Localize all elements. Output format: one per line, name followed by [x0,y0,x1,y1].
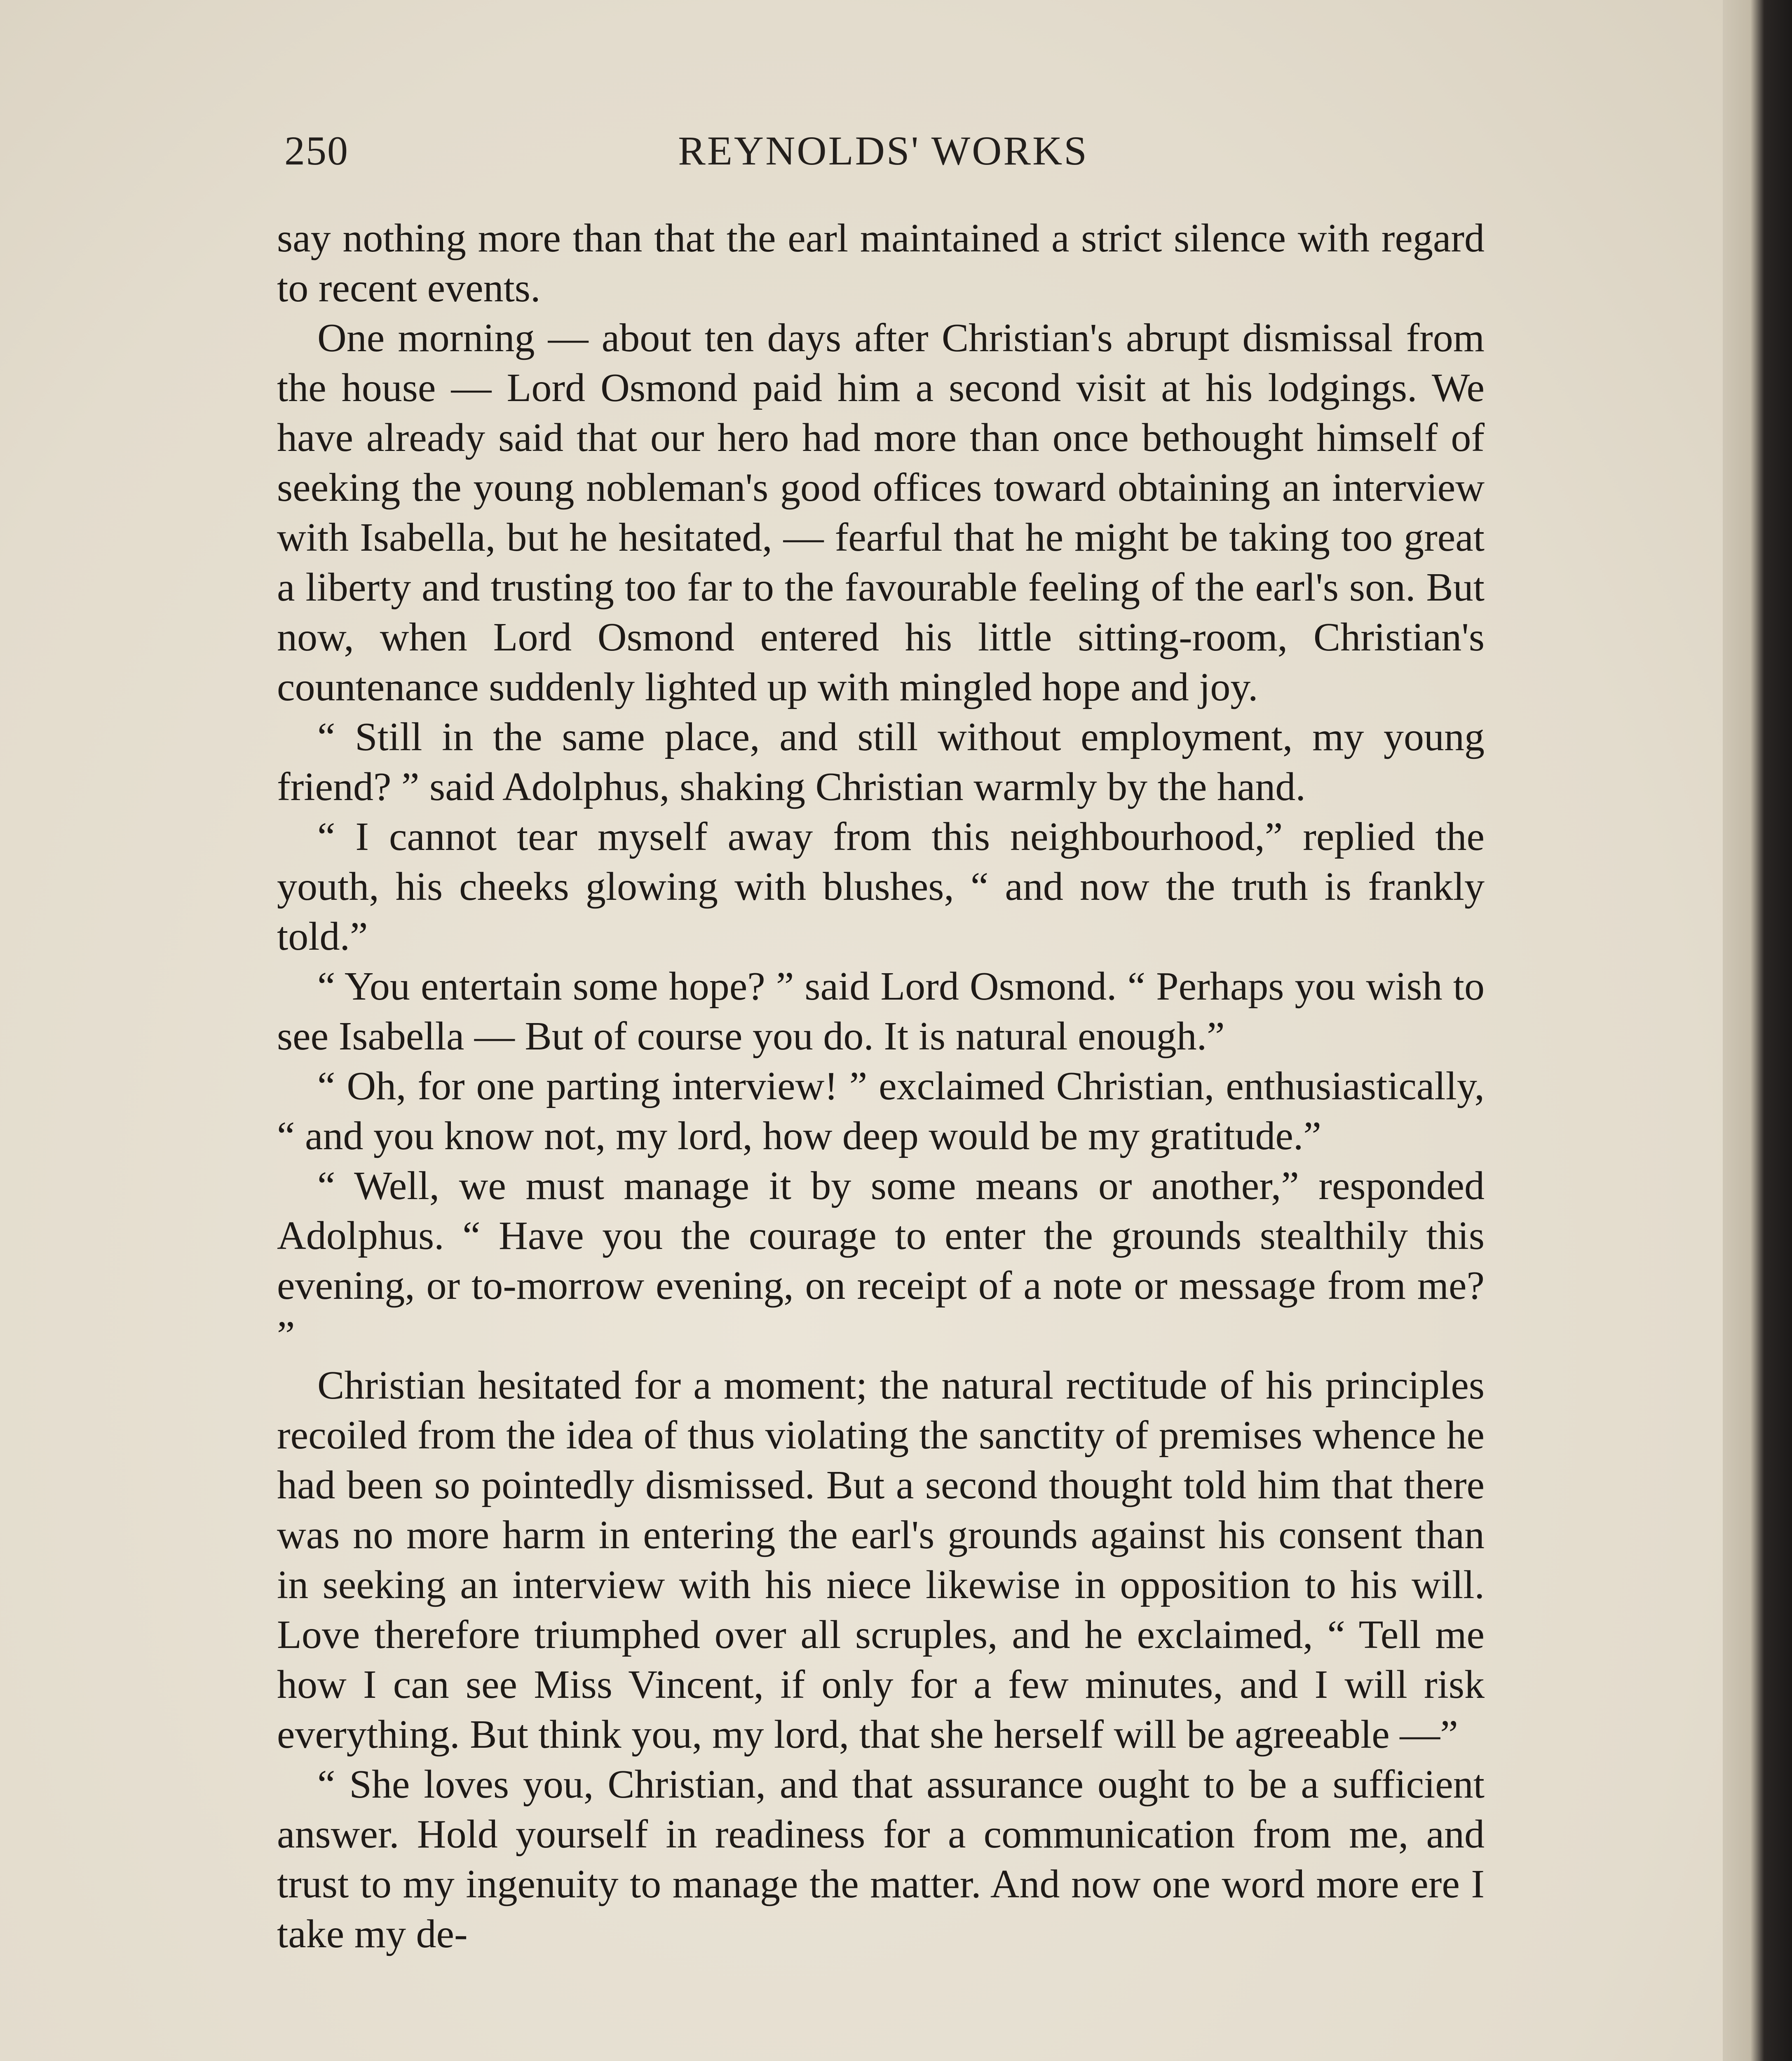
paragraph: “ Oh, for one parting interview! ” exclaimed Christian, enthusiastically, “ and you know not, my lord, how deep would be my gratitude.” [277,1064,1485,1158]
body-text [277,214,1485,1959]
paragraph: One morning — about ten days after Christian's abrupt dismissal from the house — Lord Osmond paid him a second visit at his lodgings. We have already said that our hero had more than once bethought himself of seeking the young nobleman's good offices toward obtaining an interview with Isabella, but he hesitated, — fearful that he might be taking too great a liberty and trusting too far to the favourable feeling of the earl's son. But now, when Lord Osmond entered his little sitting-room, Christian's countenance suddenly lighted up with mingled hope and joy. [277,316,1485,709]
page-header [284,127,1482,185]
paragraph: Christian hesitated for a moment; the natural rectitude of his principles recoiled from the idea of thus violating the sanctity of premises whence he had been so pointedly dismissed. But a second thought told him that there was no more harm in entering the earl's grounds against his consent than in seeking an interview with his niece likewise in opposition to his will. Love therefore triumphed over all scruples, and he exclaimed, “ Tell me how I can see Miss Vincent, if only for a few minutes, and I will risk everything. But think you, my lord, that she herself will be agreeable —” [277,1363,1485,1757]
paragraph: “ You entertain some hope? ” said Lord Osmond. “ Perhaps you wish to see Isabella — But of course you do. It is natural enough.” [277,964,1485,1059]
page-number: 250 [284,128,349,174]
paragraph: “ I cannot tear myself away from this neighbourhood,” replied the youth, his cheeks glowing with blushes, “ and now the truth is frankly told.” [277,815,1485,959]
paragraph: “ Well, we must manage it by some means or another,” responded Adolphus. “ Have you the courage to enter the grounds stealthily this evening, or to-morrow evening, on receipt of a note or message from me? ” [277,1164,1485,1358]
page-edge-shadow [1723,0,1792,2061]
paragraph: say nothing more than that the earl maintained a strict silence with regard to recent events. [277,216,1485,310]
paragraph: “ She loves you, Christian, and that assurance ought to be a sufficient answer. Hold yourself in readiness for a communication from me, and trust to my ingenuity to manage the matter. And now one word more ere I take my de- [277,1762,1485,1956]
paragraph: “ Still in the same place, and still without employment, my young friend? ” said Adolphus, shaking Christian warmly by the hand. [277,715,1485,809]
running-head: REYNOLDS' WORKS [678,128,1088,174]
